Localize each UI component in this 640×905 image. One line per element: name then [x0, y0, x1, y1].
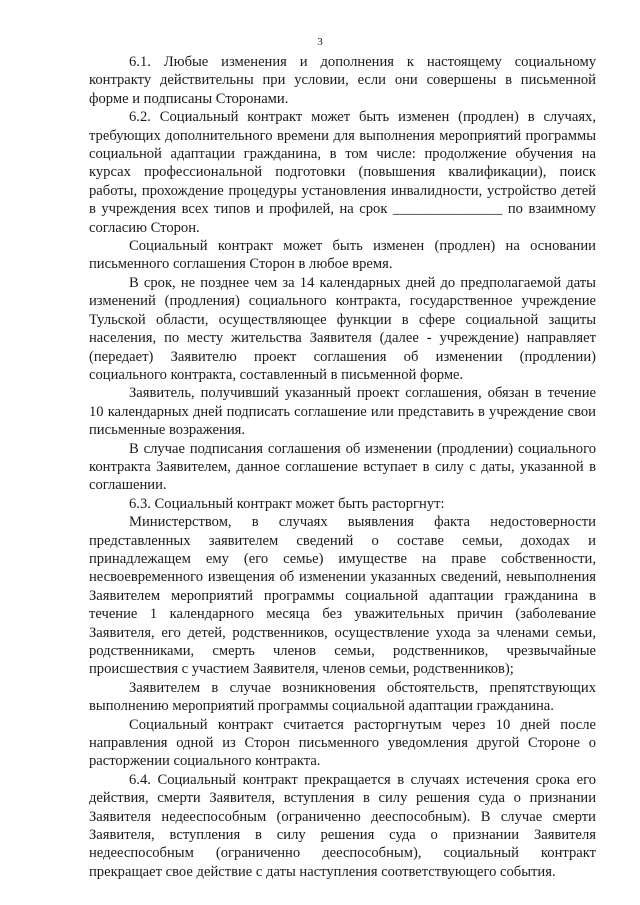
document-body: [89, 53, 596, 881]
paragraph-change-procedure: В срок, не позднее чем за 14 календарных дней до предполагаемой даты изменений (продления) социального контракта, государственное учреждение Тульской области, осуществляющее функции в сфере социальной защиты населения, по месту жительства Заявителя (далее - учреждение) направляет (передает) Заявителю проект соглашения об изменении (продлении) социального контракта, составленный в письменной форме.: [89, 274, 596, 383]
paragraph-6-4: 6.4. Социальный контракт прекращается в случаях истечения срока его действия, смерти Заявителя, вступления в силу решения суда о признании Заявителя недееспособным (ограниченно дееспособным). В случае смерти Заявителя, вступления в силу решения суда о признании Заявителя недееспособным (ограниченно дееспособным), социальный контракт прекращает свое действие с даты наступления соответствующего события.: [89, 771, 596, 880]
paragraph-agreement-effect: В случае подписания соглашения об изменении (продлении) социального контракта Заявителем, данное соглашение вступает в силу с даты, указанной в соглашении.: [89, 440, 596, 494]
paragraph-6-3: 6.3. Социальный контракт может быть расторгнут:: [129, 495, 445, 512]
paragraph-termination-by-applicant: Заявителем в случае возникновения обстоятельств, препятствующих выполнению мероприятий программы социальной адаптации гражданина.: [89, 679, 596, 715]
paragraph-6-1: 6.1. Любые изменения и дополнения к настоящему социальному контракту действительны при условии, если они совершены в письменной форме и подписаны Сторонами.: [89, 54, 596, 107]
paragraph-6-2: 6.2. Социальный контракт может быть изменен (продлен) в случаях, требующих дополнительного времени для выполнения мероприятий программы социальной адаптации гражданина, в том числе: продолжение обучения на курсах профессиональной подготовки (повышения квалификации), поиск работы, прохождение процедуры установления инвалидности, устройство детей в учреждения всех типов и профилей, на срок _______________ по взаимному согласию Сторон.: [89, 109, 596, 236]
paragraph-applicant-obligation: Заявитель, получивший указанный проект соглашения, обязан в течение 10 календарных дней подписать соглашение или представить в учреждение свои письменные возражения.: [89, 385, 596, 439]
page-number: 3: [317, 36, 323, 48]
paragraph-termination-notice: Социальный контракт считается расторгнутым через 10 дней после направления одной из Сторон письменного уведомления другой Стороне о расторжении социального контракта.: [89, 716, 596, 770]
paragraph-change-by-agreement: Социальный контракт может быть изменен (продлен) на основании письменного соглашения Сторон в любое время.: [89, 238, 596, 273]
paragraph-termination-by-ministry: Министерством, в случаях выявления факта недостоверности представленных заявителем сведений о составе семьи, доходах и принадлежащем ему (его семье) имуществе на праве собственности, несвоевременного извещения об изменении указанных сведений, невыполнения Заявителем мероприятий программы социальной адаптации гражданина в течение 1 календарного месяца без уважительных причин (заболевание Заявителя, его детей, родственников, осуществление ухода за членами семьи, родственниками, смерть членов семьи, родственников, чрезвычайные происшествия с участием Заявителя, членов семьи, родственников);: [89, 514, 596, 678]
